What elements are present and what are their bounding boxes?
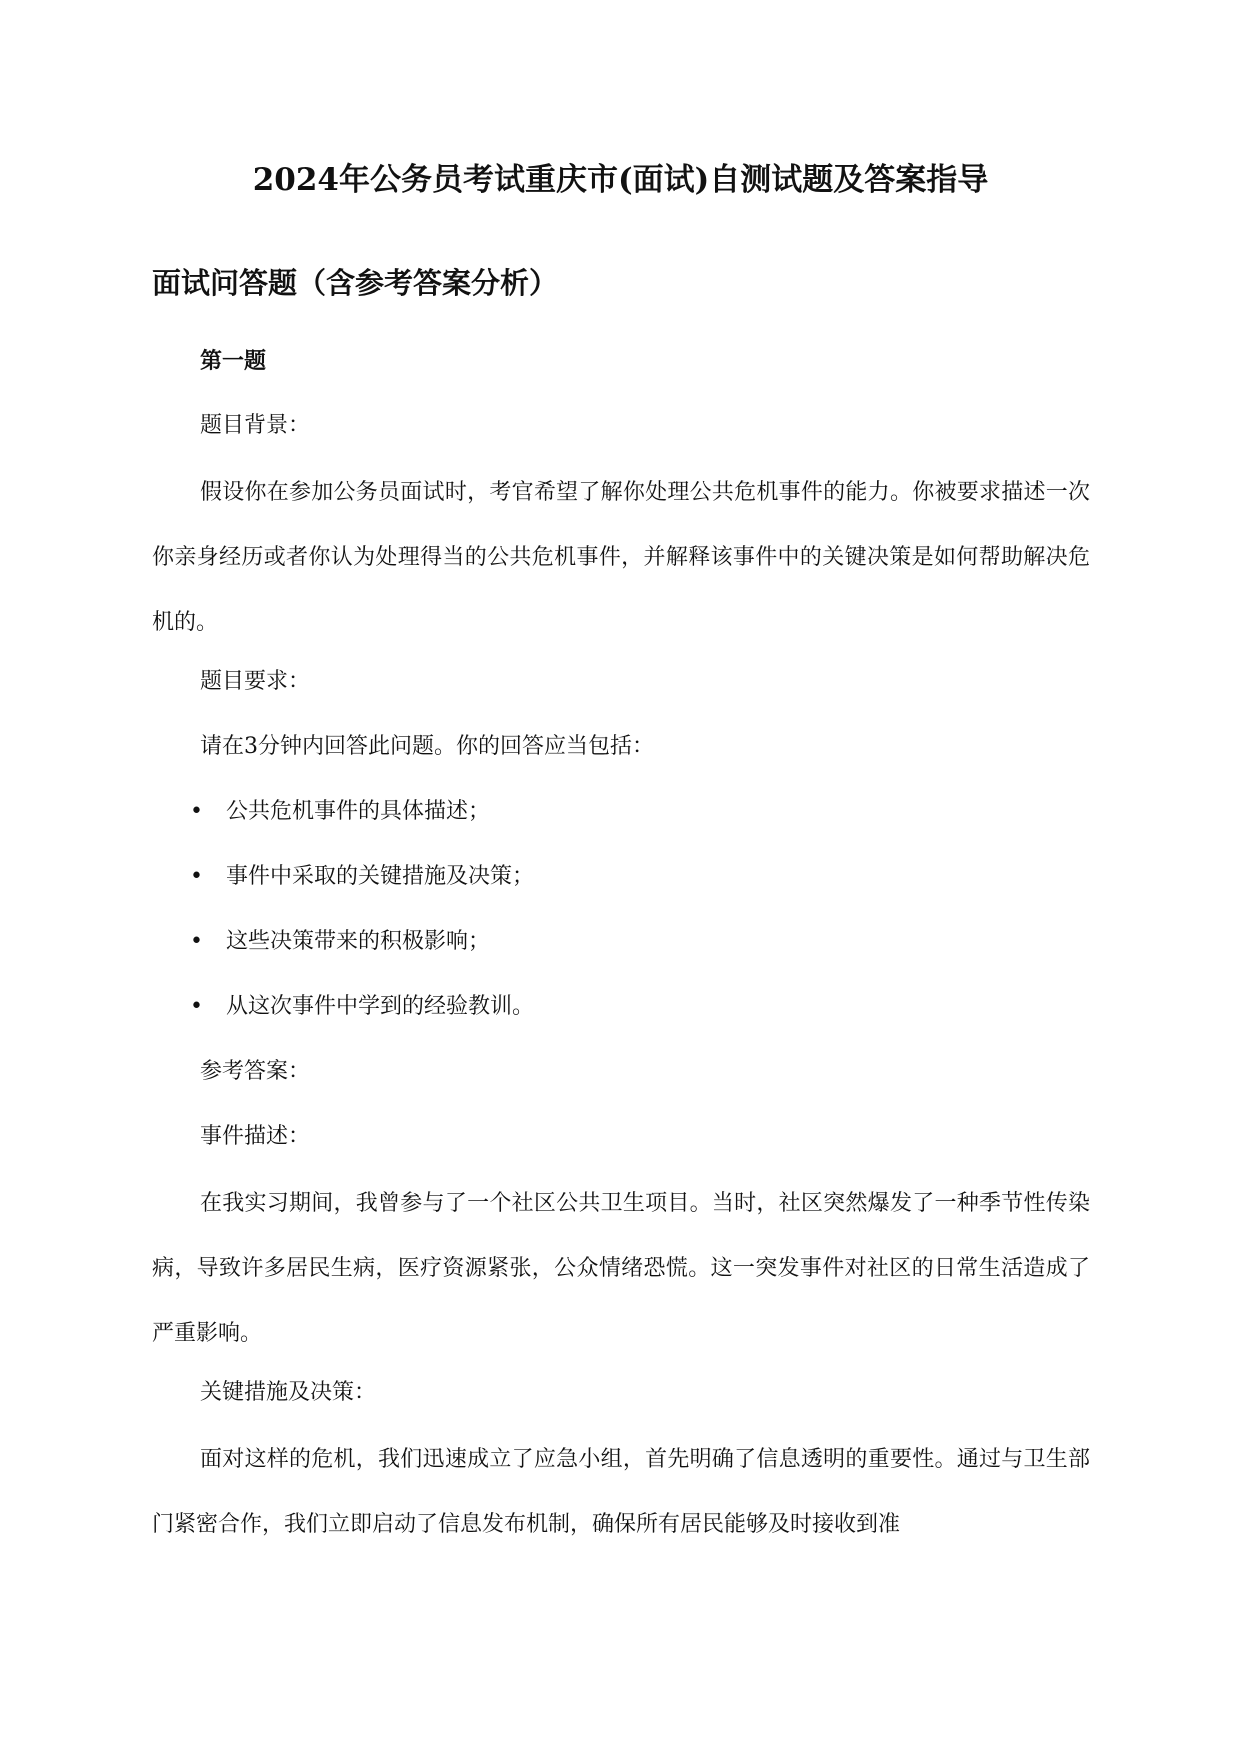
bullet-dot-icon: • <box>190 929 203 954</box>
section-heading: 面试问答题（含参考答案分析） <box>152 266 559 300</box>
background-text: 假设你在参加公务员面试时，考官希望了解你处理公共危机事件的能力。你被要求描述一次你亲身经历或者你认为处理得当的公共危机事件，并解释该事件中的关键决策是如何帮助解决危机的。 <box>152 480 1090 635</box>
list-item: 公共危机事件的具体描述； <box>226 799 491 824</box>
answer-label: 参考答案： <box>200 1059 311 1084</box>
requirements-intro: 请在3分钟内回答此问题。你的回答应当包括： <box>200 734 654 759</box>
document-title: 2024年公务员考试重庆市(面试)自测试题及答案指导 <box>252 162 989 198</box>
measures-text: 面对这样的危机，我们迅速成立了应急小组，首先明确了信息透明的重要性。通过与卫生部门紧密合作，我们立即启动了信息发布机制，确保所有居民能够及时接收到准 <box>152 1447 1090 1537</box>
background-label: 题目背景： <box>200 413 311 438</box>
bullet-dot-icon: • <box>190 799 203 824</box>
list-item: 从这次事件中学到的经验教训。 <box>226 994 535 1019</box>
list-item: 这些决策带来的积极影响； <box>226 929 491 954</box>
bullet-dot-icon: • <box>190 864 203 889</box>
event-label: 事件描述： <box>200 1124 311 1149</box>
event-text: 在我实习期间，我曾参与了一个社区公共卫生项目。当时，社区突然爆发了一种季节性传染病，导致许多居民生病，医疗资源紧张，公众情绪恐慌。这一突发事件对社区的日常生活造成了严重影响。 <box>152 1191 1090 1346</box>
list-item: 事件中采取的关键措施及决策； <box>226 864 535 889</box>
requirements-label: 题目要求： <box>200 669 311 694</box>
question-title: 第一题 <box>200 348 267 374</box>
measures-label: 关键措施及决策： <box>200 1380 377 1405</box>
bullet-dot-icon: • <box>190 994 203 1019</box>
